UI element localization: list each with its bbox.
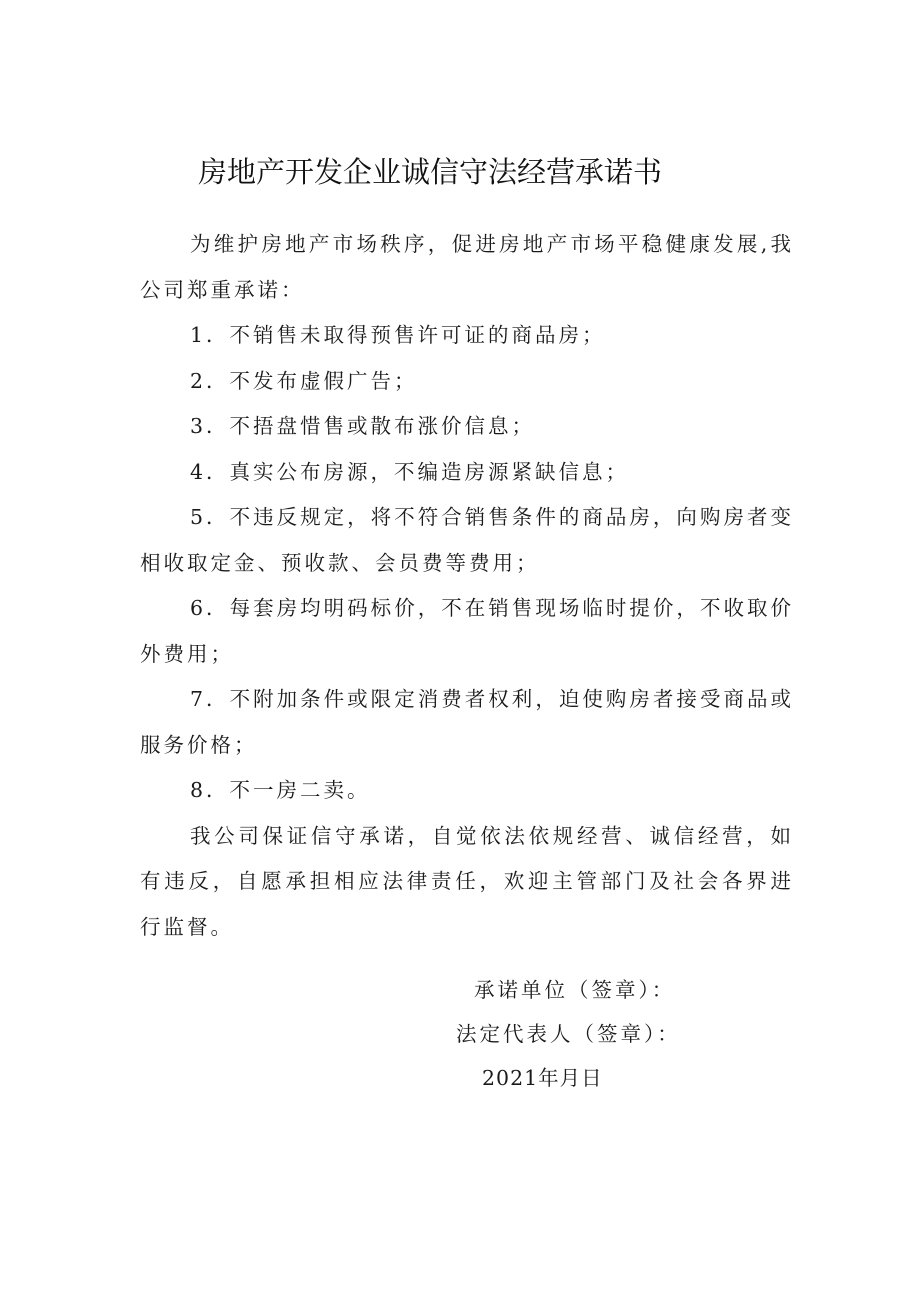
commitment-item-6: 6．每套房均明码标价，不在销售现场临时提价，不收取价外费用；	[140, 596, 794, 666]
closing-paragraph: 我公司保证信守承诺，自觉依法依规经营、诚信经营，如有违反，自愿承担相应法律责任，欢迎主管部门及社会各界进行监督。	[140, 823, 794, 939]
signature-date: 2021年月日	[482, 1066, 603, 1090]
commitment-item-2: 2．不发布虚假广告；	[190, 368, 418, 393]
commitment-item-1: 1．不销售未取得预售许可证的商品房；	[190, 323, 606, 347]
commitment-item-3: 3．不捂盘惜售或散布涨价信息；	[190, 414, 536, 438]
document-title: 房地产开发企业诚信守法经营承诺书	[197, 155, 662, 189]
commitment-item-8: 8．不一房二卖。	[190, 778, 371, 802]
signature-unit-label: 承诺单位（签章）：	[474, 978, 676, 1002]
commitment-item-7: 7．不附加条件或限定消费者权利，迫使购房者接受商品或服务价格；	[140, 687, 794, 757]
intro-paragraph: 为维护房地产市场秩序，促进房地产市场平稳健康发展,我公司郑重承诺：	[140, 232, 794, 302]
commitment-item-4: 4．真实公布房源，不编造房源紧缺信息；	[190, 459, 630, 484]
signature-representative-label: 法定代表人（签章）：	[456, 1022, 681, 1046]
document-body	[140, 222, 794, 950]
commitment-item-5: 5．不违反规定，将不符合销售条件的商品房，向购房者变相收取定金、预收款、会员费等费用；	[140, 505, 794, 575]
